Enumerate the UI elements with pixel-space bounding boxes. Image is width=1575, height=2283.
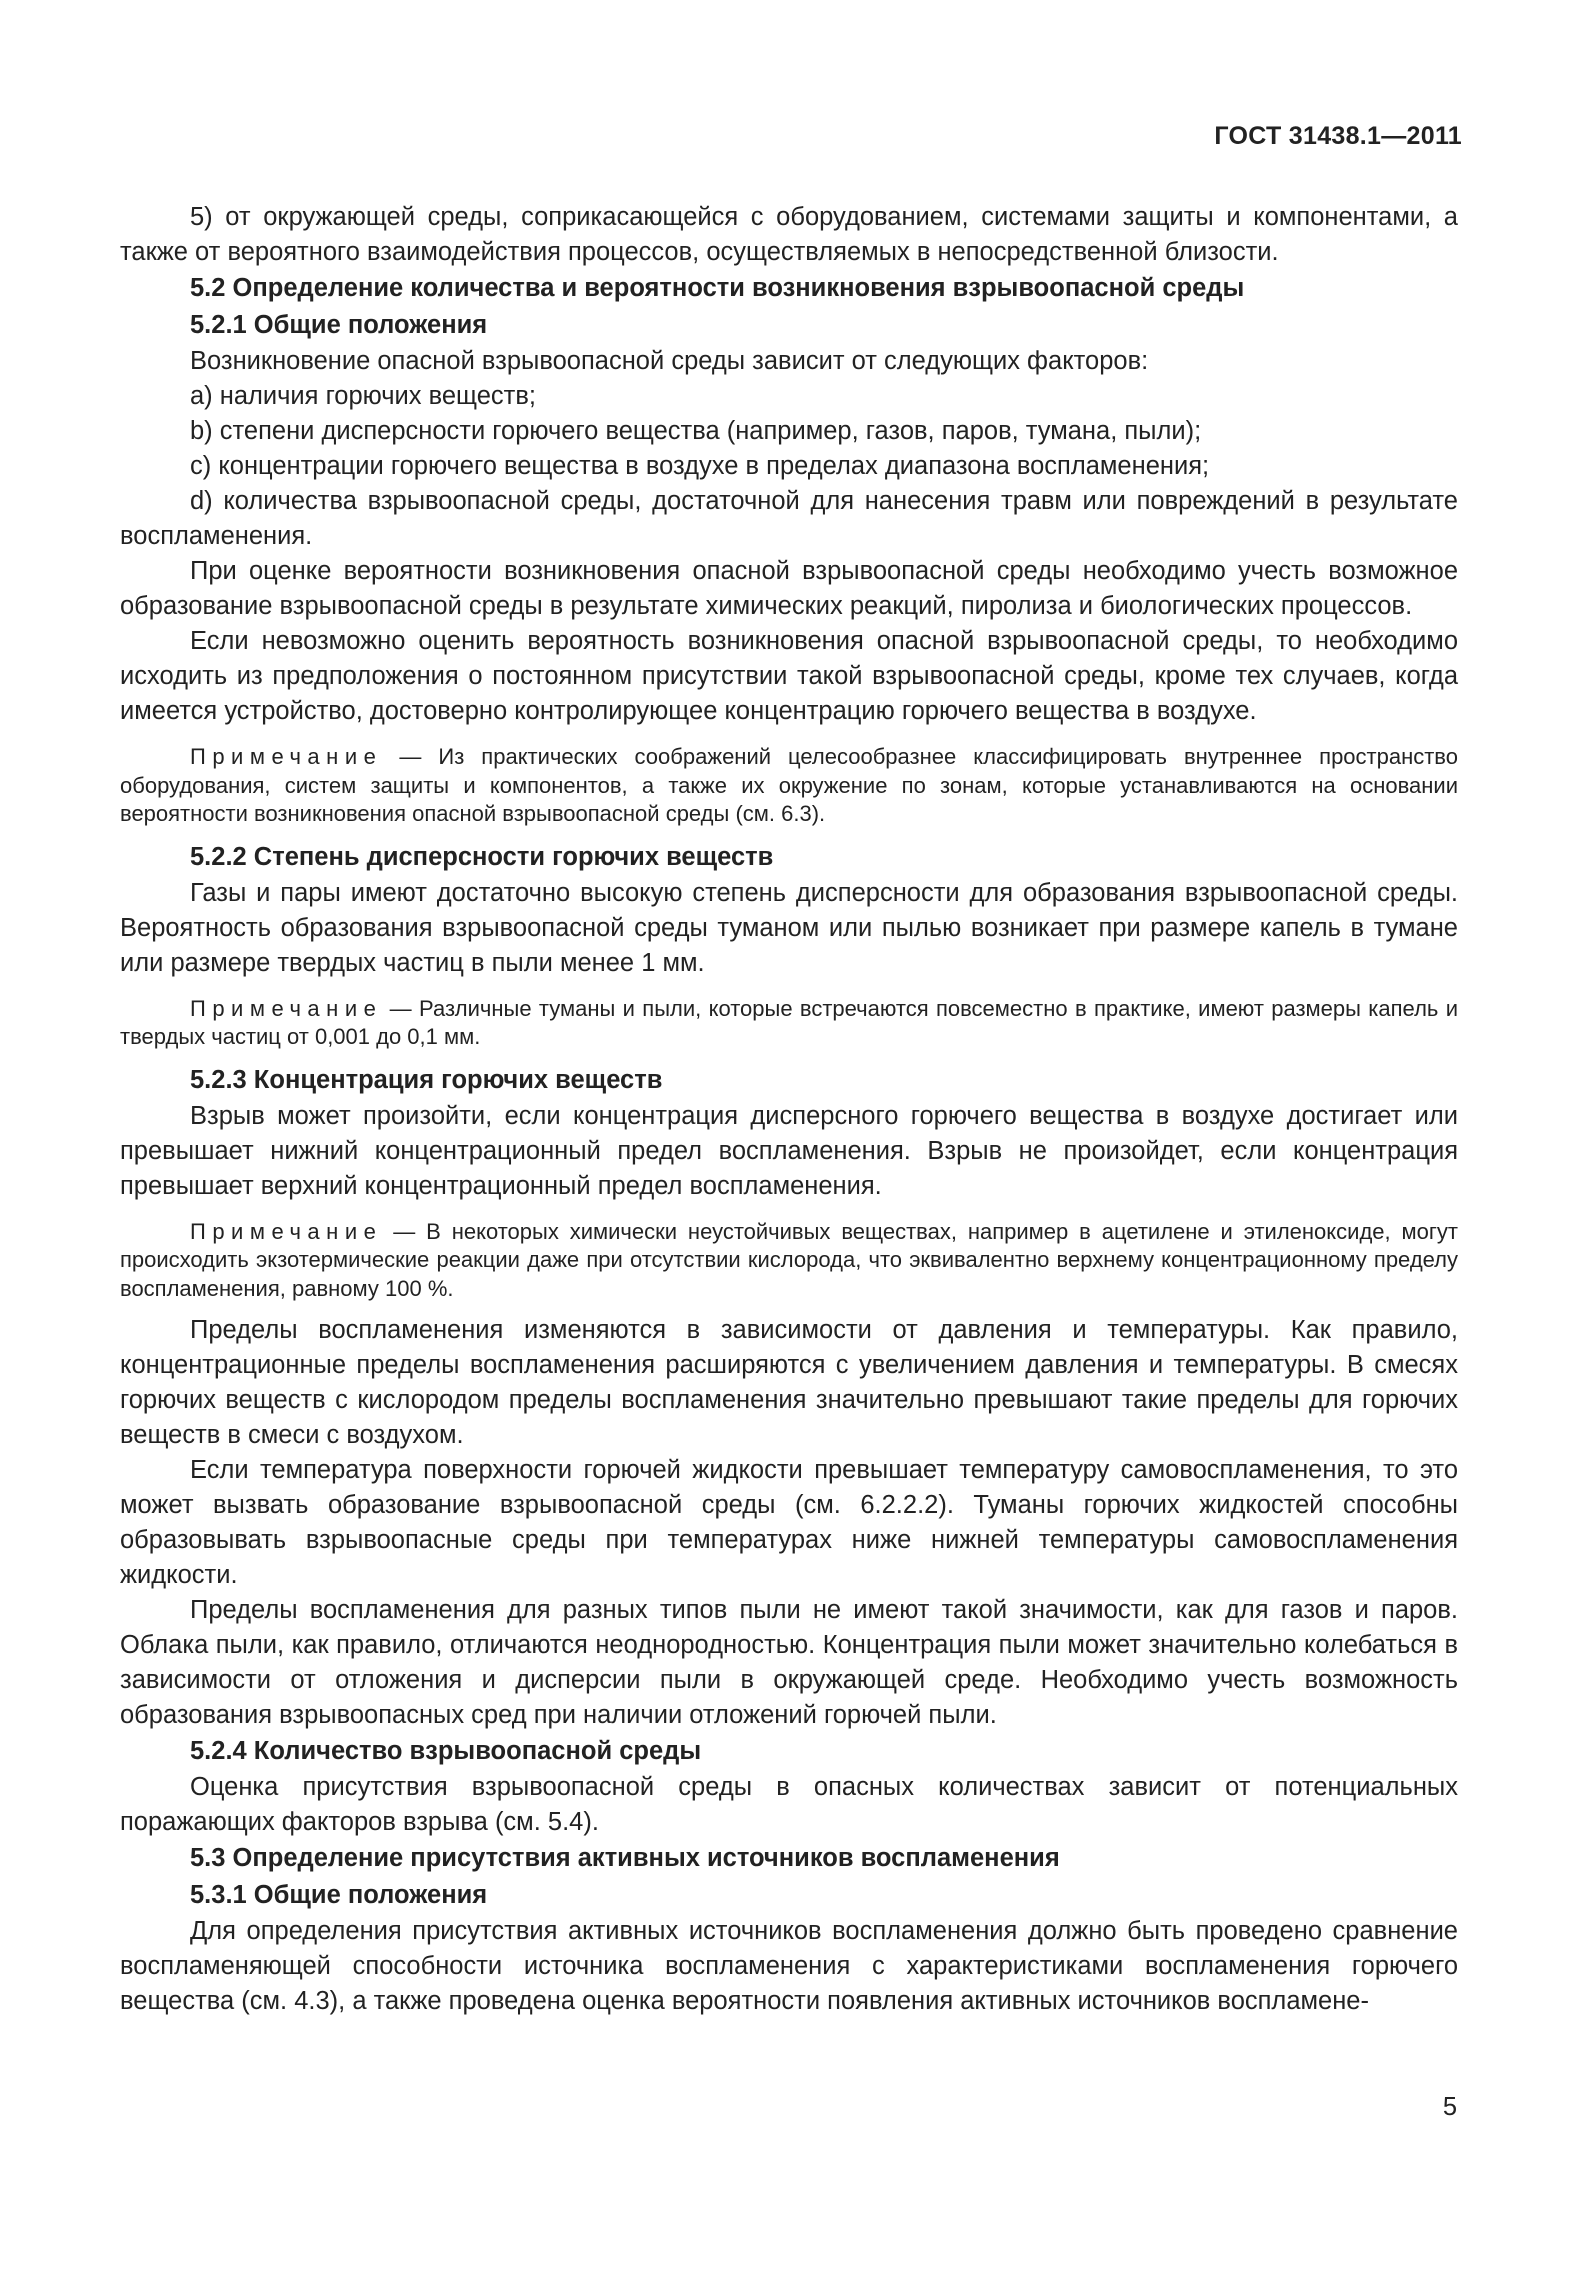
list-item: b) степени дисперсности горючего вещества (например, газов, паров, тумана, пыли); (190, 417, 1202, 445)
paragraph: Оценка присутствия взрывоопасной среды в опасных количествах зависит от потенциальных поражающих факторов взрыва (см. 5.4). (120, 1773, 1458, 1836)
section-heading: 5.2 Определение количества и вероятности возникновения взрывоопасной среды (190, 274, 1245, 302)
note-text: — Из практических соображений целесообразнее классифицировать внутреннее пространство оборудования, систем защиты и компонентов, а также их окружение по зонам, которые устанавливаются на основании вероятности возникновения опасной взрывоопасной среды (см. 6.3). (120, 744, 1458, 826)
note-label: Примечание (190, 1218, 383, 1244)
note-text: — Различные туманы и пыли, которые встречаются повсеместно в практике, имеют размеры капель и твердых частиц от 0,001 до 0,1 мм. (120, 995, 1458, 1049)
list-item: а) наличия горючих веществ; (190, 382, 536, 410)
list-item: с) концентрации горючего вещества в воздухе в пределах диапазона воспламенения; (190, 452, 1210, 480)
note (120, 995, 1458, 1052)
paragraph: При оценке вероятности возникновения опасной взрывоопасной среды необходимо учесть возможное образование взрывоопасной среды в результате химических реакций, пиролиза и биологических процессов. (120, 557, 1458, 620)
subsection-heading: 5.2.1 Общие положения (190, 311, 488, 339)
paragraph: Пределы воспламенения изменяются в зависимости от давления и температуры. Как правило, концентрационные пределы воспламенения расширяются с увеличением давления и температуры. В смесях горючих веществ с кислородом пределы воспламенения значительно превышают такие пределы для горючих веществ в смеси с воздухом. (120, 1316, 1458, 1449)
note-text: — В некоторых химически неустойчивых веществах, например в ацетилене и этиленоксиде, могут происходить экзотермические реакции даже при отсутствии кислорода, что эквивалентно верхнему концентрационному пределу воспламенения, равному 100 %. (120, 1218, 1458, 1301)
paragraph: Пределы воспламенения для разных типов пыли не имеют такой значимости, как для газов и паров. Облака пыли, как правило, отличаются неоднородностью. Концентрация пыли может значительно колебаться в зависимости от отложения и дисперсии пыли в окружающей среде. Необходимо учесть возможность образования взрывоопасных сред при наличии отложений горючей пыли. (120, 1596, 1458, 1729)
list-item: d) количества взрывоопасной среды, достаточной для нанесения травм или повреждений в результате воспламенения. (120, 487, 1458, 550)
note (120, 743, 1458, 829)
subsection-heading: 5.2.2 Степень дисперсности горючих веществ (190, 842, 774, 871)
note-label: Примечание (190, 995, 383, 1021)
paragraph: Взрыв может произойти, если концентрация дисперсного горючего вещества в воздухе достигает или превышает нижний концентрационный предел воспламенения. Взрыв не произойдет, если концентрация превышает верхний концентрационный предел воспламенения. (120, 1101, 1458, 1200)
note (120, 1218, 1458, 1304)
subsection-heading: 5.2.3 Концентрация горючих веществ (190, 1065, 663, 1094)
subsection-heading: 5.2.4 Количество взрывоопасной среды (190, 1737, 702, 1765)
document-header: ГОСТ 31438.1—2011 (1214, 122, 1462, 150)
paragraph: Газы и пары имеют достаточно высокую степень дисперсности для образования взрывоопасной среды. Вероятность образования взрывоопасной среды туманом или пылью возникает при размере капель в тумане или размере твердых частиц в пыли менее 1 мм. (120, 878, 1458, 977)
page-number: 5 (1442, 2093, 1457, 2121)
paragraph: Если температура поверхности горючей жидкости превышает температуру самовоспламенения, то это может вызвать образование взрывоопасной среды (см. 6.2.2.2). Туманы горючих жидкостей способны образовывать взрывоопасные среды при температурах ниже нижней температуры самовоспламенения жидкости. (120, 1456, 1458, 1589)
note-label: Примечание (190, 744, 383, 769)
paragraph: 5) от окружающей среды, соприкасающейся с оборудованием, системами защиты и компонентами, а также от вероятного взаимодействия процессов, осуществляемых в непосредственной близости. (120, 203, 1458, 266)
subsection-heading: 5.3.1 Общие положения (190, 1881, 488, 1909)
paragraph: Для определения присутствия активных источников воспламенения должно быть проведено сравнение воспламеняющей способности источника воспламенения с характеристиками воспламенения горючего вещества (см. 4.3), а также проведена оценка вероятности появления активных источников воспламене- (120, 1917, 1458, 2015)
section-heading: 5.3 Определение присутствия активных источников воспламенения (190, 1844, 1060, 1872)
page-content (120, 200, 1458, 2019)
paragraph: Возникновение опасной взрывоопасной среды зависит от следующих факторов: (190, 347, 1149, 375)
paragraph: Если невозможно оценить вероятность возникновения опасной взрывоопасной среды, то необходимо исходить из предположения о постоянном присутствии такой взрывоопасной среды, кроме тех случаев, когда имеется устройство, достоверно контролирующее концентрацию горючего вещества в воздухе. (120, 627, 1458, 725)
